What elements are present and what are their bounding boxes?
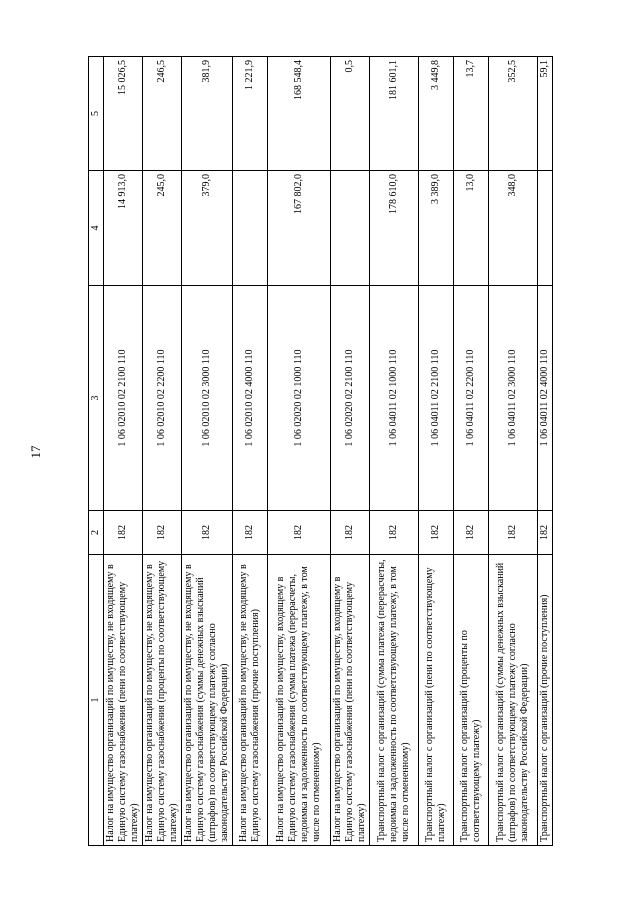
cell-col5-value: 13,7 [454, 57, 489, 171]
cell-admin-code: 182 [233, 511, 268, 555]
cell-col5-value: 181 601,1 [370, 57, 419, 171]
cell-col5-value: 15 026,5 [104, 57, 143, 171]
table-row [104, 57, 143, 846]
cell-classification-code: 1 06 04011 02 1000 110 [370, 286, 419, 511]
cell-col4-value: 167 802,0 [268, 171, 331, 286]
cell-admin-code: 182 [538, 511, 553, 555]
cell-classification-code: 1 06 02010 02 3000 110 [182, 286, 233, 511]
cell-col4-value [538, 171, 553, 286]
cell-admin-code: 182 [182, 511, 233, 555]
cell-col5-value: 168 548,4 [268, 57, 331, 171]
cell-name: Налог на имущество организаций по имуществу, не входящему в Единую систему газоснабжения (прочие поступления) [233, 555, 268, 846]
cell-classification-code: 1 06 02010 02 2100 110 [104, 286, 143, 511]
cell-col5-value: 352,5 [489, 57, 538, 171]
table-row [419, 57, 454, 846]
cell-col4-value: 245,0 [143, 171, 182, 286]
cell-col4-value: 379,0 [182, 171, 233, 286]
cell-col4-value [331, 171, 370, 286]
cell-col5-value: 59,1 [538, 57, 553, 171]
cell-admin-code: 182 [331, 511, 370, 555]
cell-admin-code: 182 [454, 511, 489, 555]
cell-name: Налог на имущество организаций по имуществу, не входящему в Единую систему газоснабжения (проценты по соответствующему платежу) [143, 555, 182, 846]
rotated-table-container [88, 57, 550, 846]
revenue-table [88, 56, 553, 846]
cell-col5-value: 246,5 [143, 57, 182, 171]
cell-col4-value: 3 389,0 [419, 171, 454, 286]
cell-classification-code: 1 06 04011 02 2100 110 [419, 286, 454, 511]
table-row [454, 57, 489, 846]
cell-name: Налог на имущество организаций по имуществу, входящему в Единую систему газоснабжения (сумма платежа (перерасчеты, недоимка и задолженность по соответствующему платежу, в том числе по отмененному) [268, 555, 331, 846]
cell-name: Транспортный налог с организаций (пени по соответствующему платежу) [419, 555, 454, 846]
table-row [182, 57, 233, 846]
cell-col5-value: 3 449,8 [419, 57, 454, 171]
cell-col4-value [233, 171, 268, 286]
header-col-2: 2 [89, 511, 104, 555]
cell-classification-code: 1 06 04011 02 3000 110 [489, 286, 538, 511]
cell-admin-code: 182 [370, 511, 419, 555]
cell-name: Налог на имущество организаций по имуществу, не входящему в Единую систему газоснабжения (суммы денежных взысканий (штрафов) по соответствующему платежу согласно законодательству Российской Федерации) [182, 555, 233, 846]
header-col-3: 3 [89, 286, 104, 511]
header-col-4: 4 [89, 171, 104, 286]
cell-classification-code: 1 06 04011 02 2200 110 [454, 286, 489, 511]
cell-name: Транспортный налог с организаций (суммы денежных взысканий (штрафов) по соответствующему платежу согласно законодательству Российской Федерации) [489, 555, 538, 846]
table-row [370, 57, 419, 846]
cell-name: Налог на имущество организаций по имуществу, входящему в Единую систему газоснабжения (пени по соответствующему платежу) [331, 555, 370, 846]
header-col-5: 5 [89, 57, 104, 171]
cell-classification-code: 1 06 02020 02 2100 110 [331, 286, 370, 511]
cell-admin-code: 182 [419, 511, 454, 555]
cell-classification-code: 1 06 04011 02 4000 110 [538, 286, 553, 511]
table-row [489, 57, 538, 846]
cell-name: Транспортный налог с организаций (проценты по соответствующему платежу) [454, 555, 489, 846]
table-row [143, 57, 182, 846]
cell-col4-value: 348,0 [489, 171, 538, 286]
cell-col4-value: 178 610,0 [370, 171, 419, 286]
cell-col4-value: 14 913,0 [104, 171, 143, 286]
header-row [89, 57, 104, 846]
cell-classification-code: 1 06 02010 02 2200 110 [143, 286, 182, 511]
cell-col5-value: 1 221,9 [233, 57, 268, 171]
cell-admin-code: 182 [268, 511, 331, 555]
table-row [268, 57, 331, 846]
cell-name: Транспортный налог с организаций (сумма платежа (перерасчеты, недоимка и задолженность по соответствующему платежу, в том числе по отмененному) [370, 555, 419, 846]
cell-col5-value: 0,5 [331, 57, 370, 171]
cell-classification-code: 1 06 02010 02 4000 110 [233, 286, 268, 511]
cell-col5-value: 381,9 [182, 57, 233, 171]
cell-admin-code: 182 [104, 511, 143, 555]
table-row [331, 57, 370, 846]
cell-name: Транспортный налог с организаций (прочие поступления) [538, 555, 553, 846]
table-row [538, 57, 553, 846]
cell-col4-value: 13,0 [454, 171, 489, 286]
cell-admin-code: 182 [489, 511, 538, 555]
cell-admin-code: 182 [143, 511, 182, 555]
header-col-1: 1 [89, 555, 104, 846]
cell-name: Налог на имущество организаций по имуществу, не входящему в Единую систему газоснабжения (пени по соответствующему платежу) [104, 555, 143, 846]
page-number: 17 [28, 445, 43, 459]
cell-classification-code: 1 06 02020 02 1000 110 [268, 286, 331, 511]
table-row [233, 57, 268, 846]
